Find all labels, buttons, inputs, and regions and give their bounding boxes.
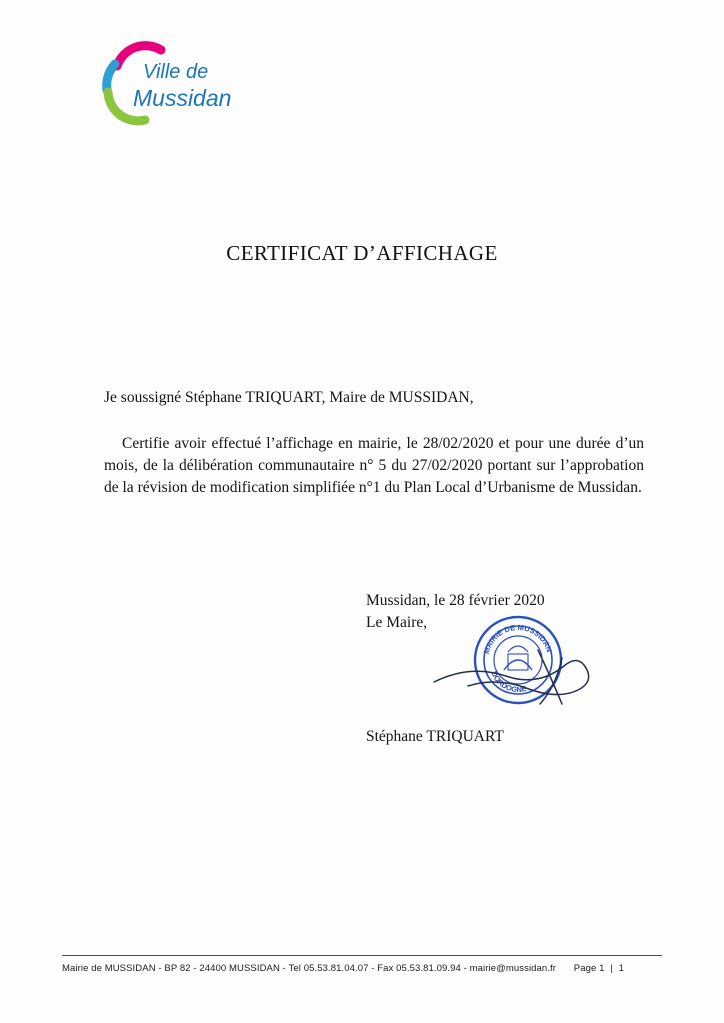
footer-divider	[62, 955, 662, 956]
intro-paragraph: Je soussigné Stéphane TRIQUART, Maire de MUSSIDAN,	[104, 389, 474, 406]
page-total: 1	[618, 963, 624, 974]
logo-line1: Ville de	[143, 61, 209, 83]
page-footer	[62, 963, 662, 974]
svg-text:DORDOGNE: DORDOGNE	[489, 669, 528, 695]
footer-pagination	[574, 963, 662, 974]
city-logo	[95, 36, 255, 128]
document-title: CERTIFICAT D’AFFICHAGE	[226, 241, 498, 265]
signature-place-date: Mussidan, le 28 février 2020	[366, 592, 545, 609]
page-label: Page	[573, 963, 597, 974]
signature-name: Stéphane TRIQUART	[366, 728, 504, 745]
signature-role: Le Maire,	[366, 613, 428, 631]
page-current: 1	[599, 963, 605, 974]
logo-line2: Mussidan	[133, 85, 232, 111]
body-paragraph: Certifie avoir effectué l’affichage en mairie, le 28/02/2020 et pour une durée d’un mois, de la délibération communautaire n° 5 du 27/02/2020 portant sur l’approbation de la révision de modification simplifiée n°1 du Plan Local d’Urbanisme de Mussidan.	[104, 434, 644, 496]
footer-address: Mairie de MUSSIDAN - BP 82 - 24400 MUSSIDAN - Tel 05.53.81.04.07 - Fax 05.53.81.09.94 - mairie@mussidan.fr	[62, 963, 557, 974]
svg-text:MAIRIE DE MUSSIDAN: MAIRIE DE MUSSIDAN	[481, 622, 554, 655]
document-body	[104, 388, 644, 499]
signature-block	[366, 590, 666, 633]
logo-icon	[95, 36, 255, 128]
page-separator: |	[610, 963, 613, 974]
